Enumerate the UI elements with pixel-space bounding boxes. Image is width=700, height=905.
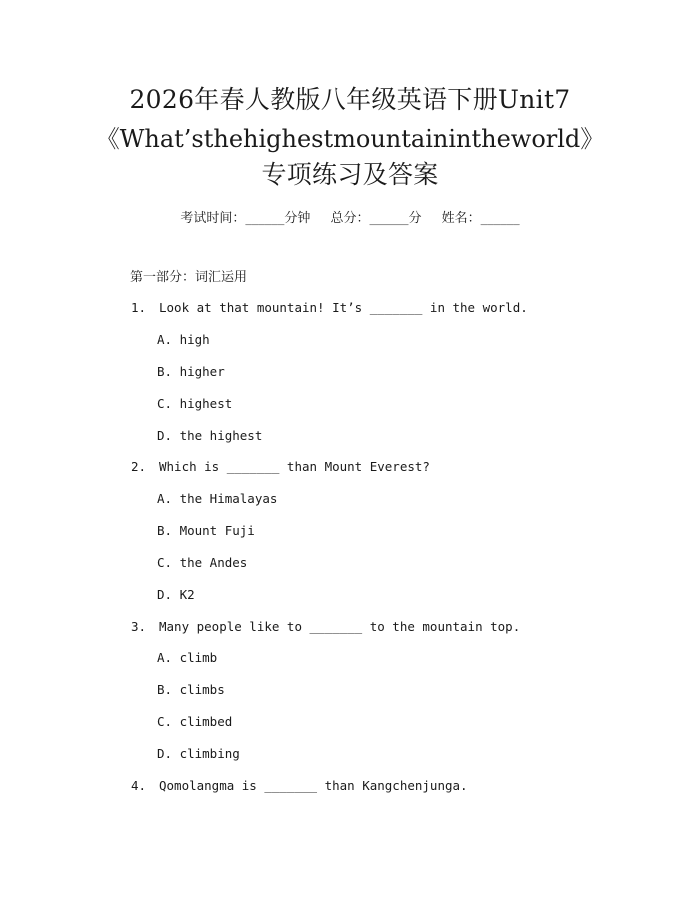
question-number: 4.: [131, 778, 147, 793]
question-text: Look at that mountain! It’s _______ in the world.: [159, 300, 528, 315]
option-2d: D. K2: [157, 587, 195, 602]
question-text: Qomolangma is _______ than Kangchenjunga.: [159, 778, 468, 793]
option-1a: A. high: [157, 332, 210, 347]
title-line-2: 《What’sthehighestmountainintheworld》: [95, 125, 605, 153]
title-line-3: 专项练习及答案: [261, 160, 439, 189]
title-line-1: 2026年春人教版八年级英语下册Unit7: [129, 85, 571, 114]
question-2: [131, 461, 430, 474]
question-4: [131, 780, 468, 793]
option-1d: D. the highest: [157, 428, 263, 443]
option-3d: D. climbing: [157, 746, 240, 761]
question-number: 1.: [131, 300, 147, 315]
question-text: Many people like to _______ to the mountain top.: [159, 619, 521, 634]
exam-info: [0, 207, 700, 226]
question-1: [131, 302, 528, 315]
section-heading: 第一部分：词汇运用: [130, 270, 248, 285]
option-1b: B. higher: [157, 364, 225, 379]
exam-time: 考试时间：______分钟: [180, 211, 311, 226]
option-3b: B. climbs: [157, 682, 225, 697]
option-3c: C. climbed: [157, 714, 233, 729]
exam-score: 总分：______分: [330, 211, 422, 226]
option-2c: C. the Andes: [157, 555, 248, 570]
question-number: 3.: [131, 619, 147, 634]
exam-name: 姓名：______: [441, 211, 520, 226]
option-2a: A. the Himalayas: [157, 491, 278, 506]
option-3a: A. climb: [157, 650, 218, 665]
option-2b: B. Mount Fuji: [157, 523, 255, 538]
question-number: 2.: [131, 459, 147, 474]
question-text: Which is _______ than Mount Everest?: [159, 459, 430, 474]
option-1c: C. highest: [157, 396, 233, 411]
question-3: [131, 621, 520, 634]
